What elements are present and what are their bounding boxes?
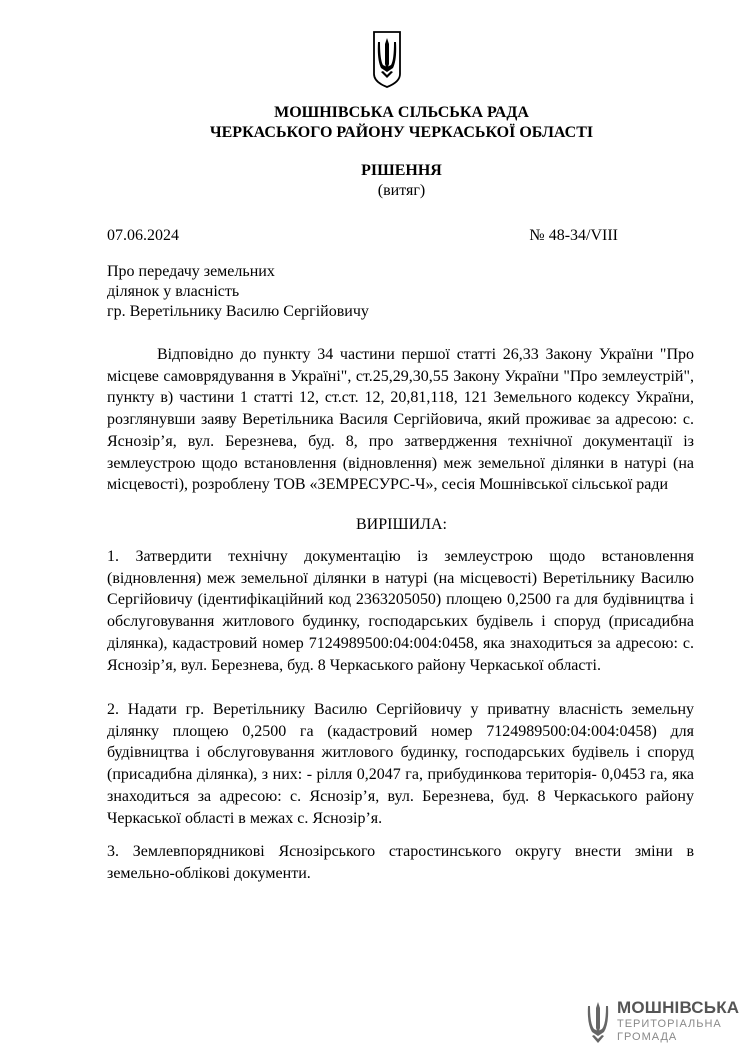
- decision-item-1: 1. Затвердити технічну документацію із землеустрою щодо встановлення (відновлення) меж земельної ділянки в натурі (на місцевості) Веретільнику Василю Сергійовичу (ідентифікаційний код 2363205050) площею 0,2500 га для будівництва і обслуговування житлового будинку, господарських будівель і споруд (присадибна ділянка), кадастровий номер 7124989500:04:004:0458, яка знаходиться за адресою: с. Яснозір’я, вул. Березнева, буд. 8 Черкаського району Черкаської області.: [107, 548, 694, 674]
- council-name: МОШНІВСЬКА СІЛЬСЬКА РАДА: [274, 104, 529, 121]
- logo-subtitle: ГРОМАДА: [617, 1031, 678, 1043]
- decision-date: 07.06.2024: [107, 227, 179, 244]
- decided-heading: ВИРІШИЛА:: [356, 516, 447, 533]
- subject-line: ділянок у власність: [107, 283, 240, 300]
- preamble-paragraph: Відповідно до пункту 34 частини першої статті 26,33 Закону України "Про місцеве самоврядування в Україні", ст.25,29,30,55 Закону України "Про землеустрій", пункту в) частини 1 статті 12, ст.ст. 12, 20,81,118, 121 Земельного кодексу України, розглянувши заяву Веретільника Василя Сергійовича, який проживає за адресою: с. Яснозір’я, вул. Березнева, буд. 8, про затвердження технічної документації із землеустрою щодо встановлення (відновлення) меж земельної ділянки в натурі (на місцевості), розроблену ТОВ «ЗЕМРЕСУРС-Ч», сесія Мошнівської сільської ради: [107, 346, 694, 494]
- trident-emblem-icon: [372, 30, 402, 88]
- decision-item-3: 3. Землевпорядникові Яснозірського старостинського округу внести зміни в земельно-облікові документи.: [107, 843, 694, 882]
- trident-logo-icon: [585, 1000, 611, 1046]
- logo-subtitle: ТЕРИТОРІАЛЬНА: [617, 1018, 722, 1030]
- subject-line: гр. Веретільнику Василю Сергійовичу: [107, 303, 369, 320]
- decision-subtitle: (витяг): [377, 182, 426, 199]
- decision-number: № 48-34/VIII: [529, 227, 618, 244]
- decision-title: РІШЕННЯ: [361, 162, 442, 179]
- subject-line: Про передачу земельних: [107, 263, 275, 280]
- council-district: ЧЕРКАСЬКОГО РАЙОНУ ЧЕРКАСЬКОЇ ОБЛАСТІ: [209, 124, 594, 141]
- decision-subject: [107, 262, 369, 322]
- decision-item-2: 2. Надати гр. Веретільнику Василю Сергійовичу у приватну власність земельну ділянку площею 0,2500 га (кадастровий номер 7124989500:04:004:0458) для будівництва і обслуговування житлового будинку, господарських будівель і споруд (присадибна ділянка), з них: - рілля 0,2047 га, прибудинкова територія- 0,0453 га, яка знаходиться за адресою: с. Яснозір’я, вул. Березнева, буд. 8 Черкаського району Черкаської області в межах с. Яснозір’я.: [107, 701, 694, 827]
- community-logo: [585, 998, 740, 1048]
- logo-title: МОШНІВСЬКА: [617, 998, 740, 1017]
